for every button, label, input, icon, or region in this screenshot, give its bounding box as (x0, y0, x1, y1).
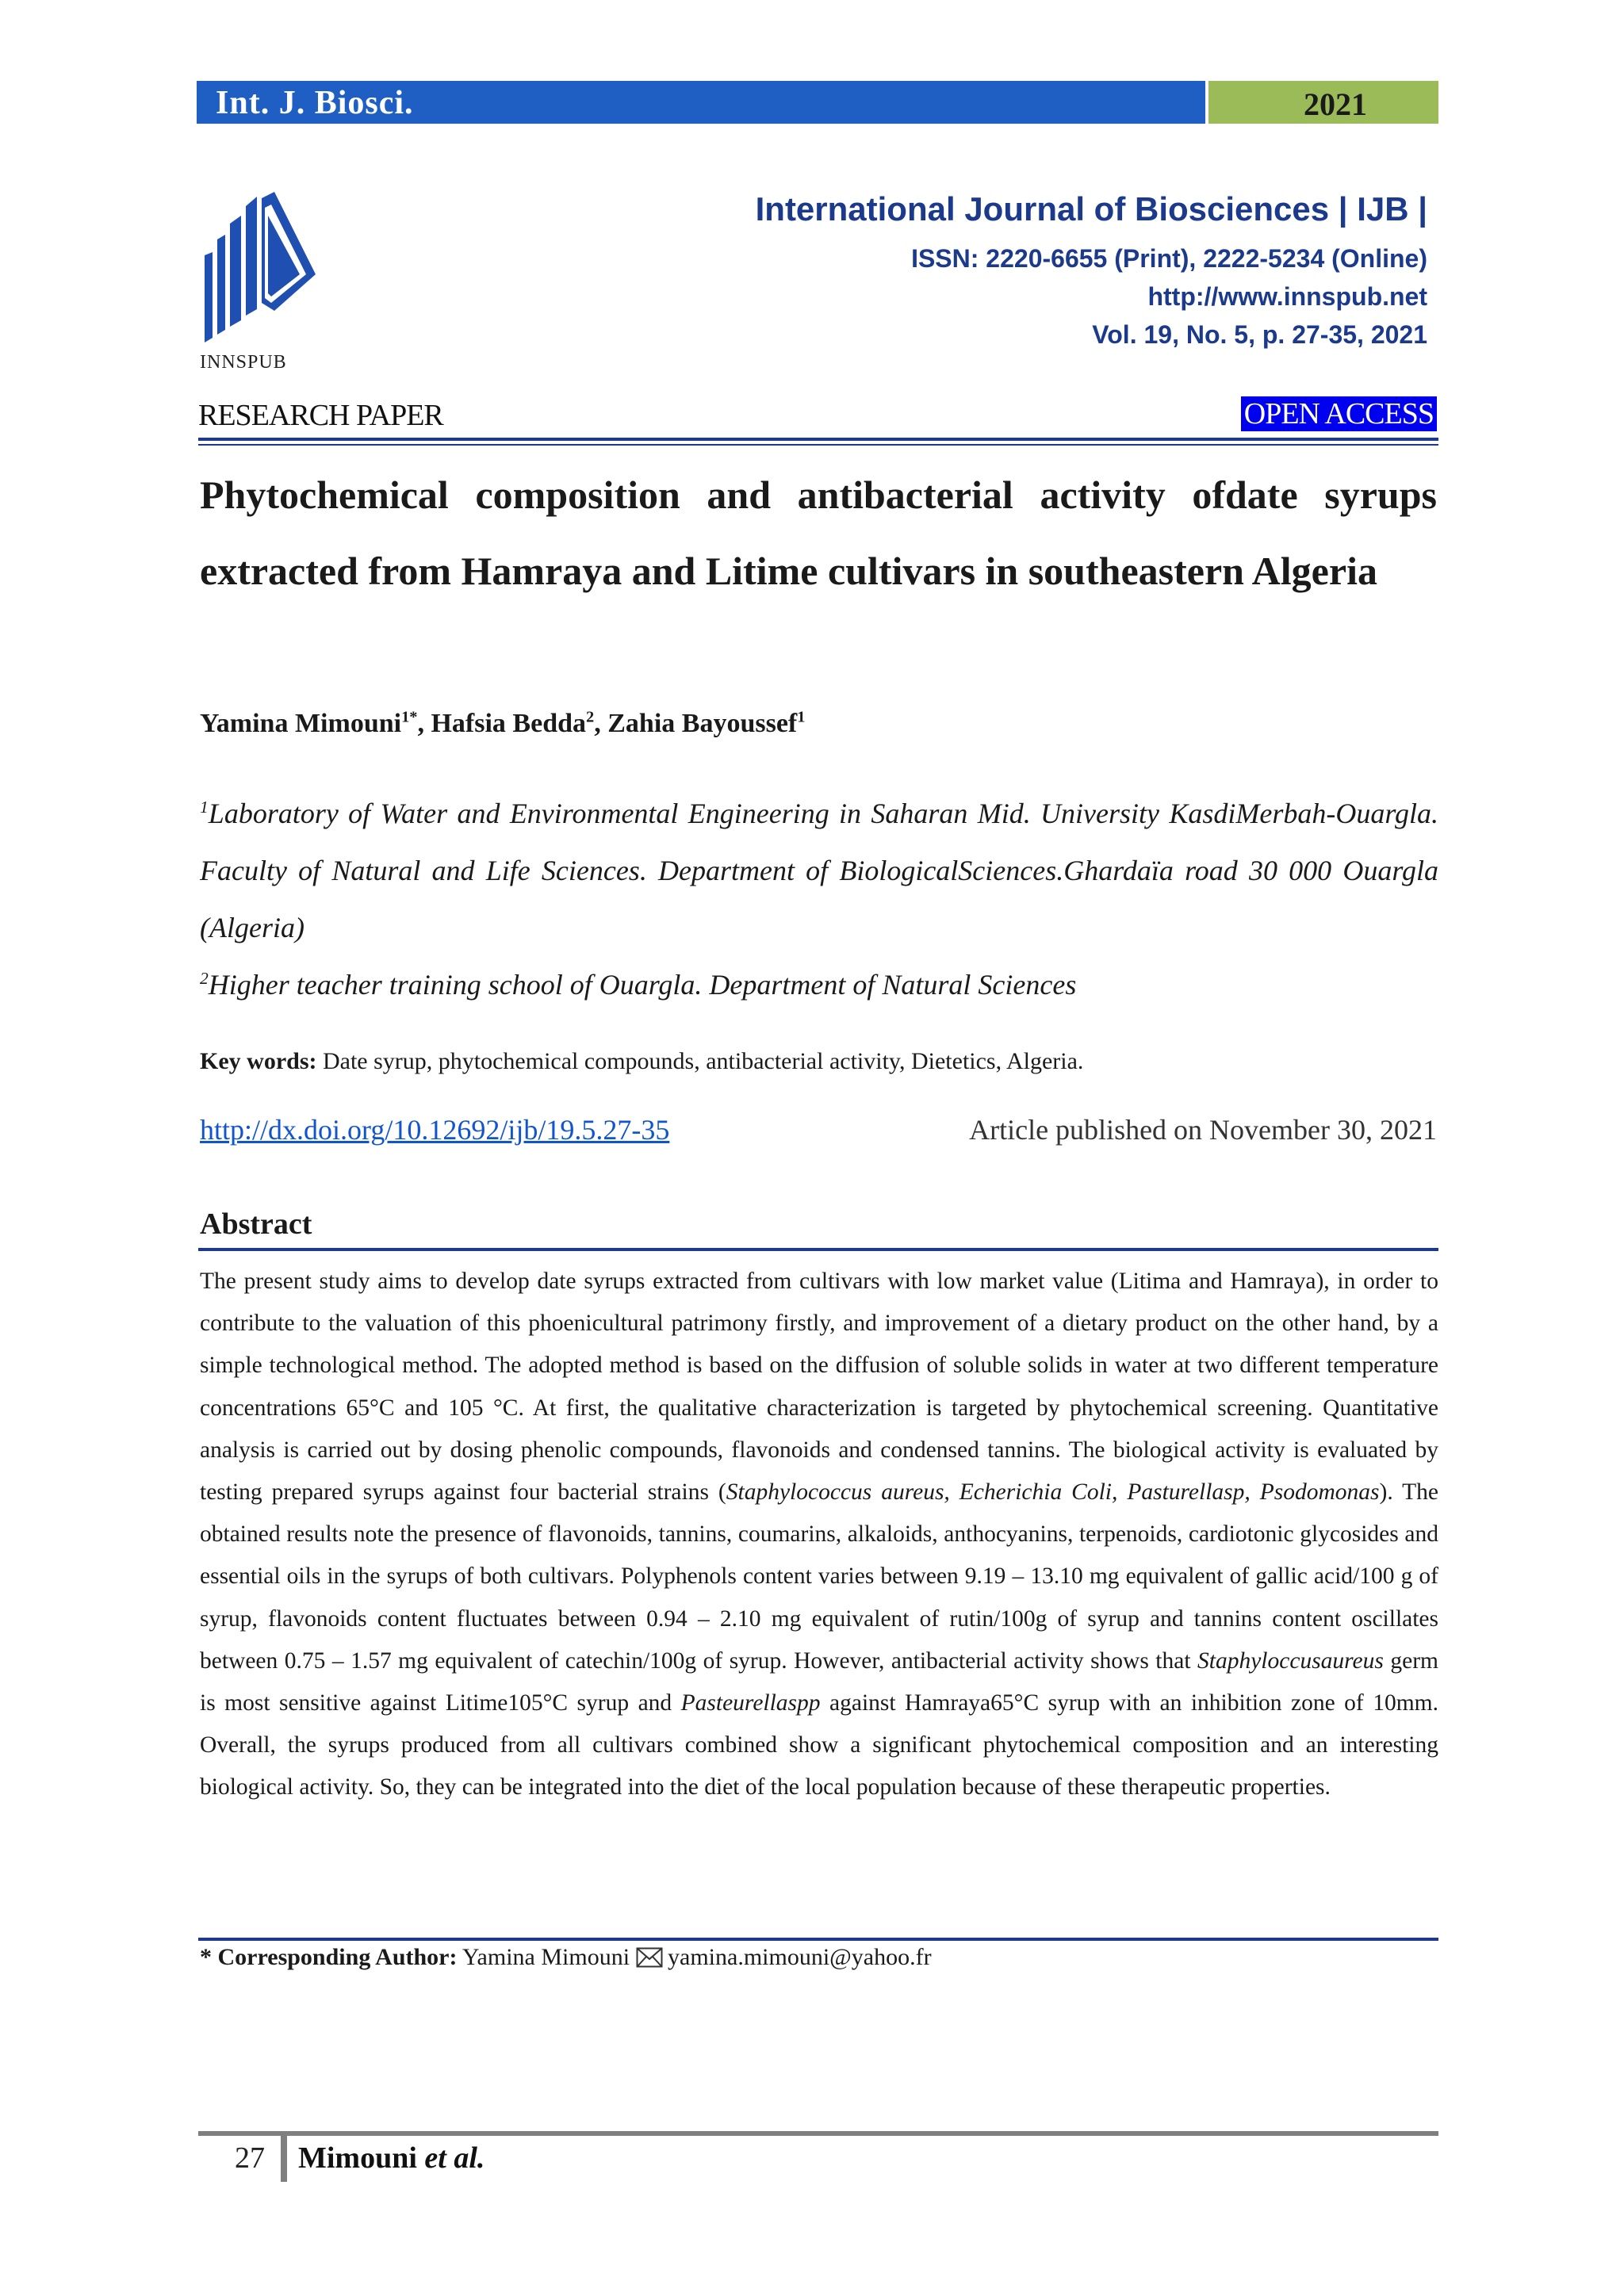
affiliations (200, 785, 1438, 1013)
abstract-divider-bottom (198, 1938, 1438, 1941)
affiliation: $^2$Higher teacher training school of Ouargla. Department of Natural Sciences (200, 969, 1077, 1001)
paper-title: Phytochemical composition and antibacterial activity ofdate syrups extracted from Hamraya and Litime cultivars in southeastern Algeria (200, 473, 1437, 593)
author-affiliation-mark: 2 (586, 708, 595, 726)
journal-url[interactable]: http://www.innspub.net (1147, 282, 1427, 311)
innspub-logo-icon (198, 192, 317, 350)
corresponding-label: * Corresponding Author: (200, 1944, 458, 1970)
open-access-badge: OPEN ACCESS (1241, 396, 1437, 431)
affiliation: $^1$Laboratory of Water and Environmental Engineering in Saharan Mid. University KasdiMerbah-Ouargla. Faculty of Natural and Life Sciences. Department of BiologicalSciences.Ghardaïa road 30 000 Ouargla (Algeria) (200, 798, 1438, 943)
author-list: Yamina Mimouni$^{1*}$, Hafsia Bedda$^2$, Zahia Bayoussef$^1$ (200, 708, 806, 738)
journal-issn: ISSN: 2220-6655 (Print), 2222-5234 (Online) (911, 244, 1427, 273)
bacterial-strains: Staphylococcus aureus, Echerichia Coli, Pasturellasp, Psodomonas (726, 1479, 1380, 1506)
footer-separator (281, 2136, 287, 2182)
corresponding-name: Yamina Mimouni (457, 1944, 630, 1970)
journal-year: 2021 (1304, 86, 1367, 122)
journal-volume: Vol. 19, No. 5, p. 27-35, 2021 (1092, 320, 1427, 349)
corresponding-author (200, 1944, 932, 1971)
keywords-label: Key words: (200, 1048, 317, 1074)
year-banner (1208, 81, 1438, 124)
header-divider (198, 438, 1438, 441)
publication-date: Article published on November 30, 2021 (969, 1114, 1437, 1146)
author-name: Yamina Mimouni (200, 709, 402, 738)
germ-name: Pasteurellaspp (680, 1690, 821, 1716)
paper-type: RESEARCH PAPER (198, 399, 443, 432)
abstract-body: The present study aims to develop date syrups extracted from cultivars with low market value (Litima and Hamraya), in order to contribute to the valuation of this phoenicultural patrimony firstly, and improvement of a dietary product on the other hand, by a simple technological method. The adopted method is based on the diffusion of soluble solids in water at two different temperature concentrations 65°C and 105 °C. At first, the qualitative characterization is targeted by phytochemical screening. Quantitative analysis is carried out by dosing phenolic compounds, flavonoids and condensed tannins. The biological activity is evaluated by testing prepared syrups against four bacterial strains (Staphylococcus aureus, Echerichia Coli, Pasturellasp, Psodomonas). The obtained results note the presence of flavonoids, tannins, coumarins, alkaloids, anthocyanins, terpenoids, cardiotonic glycosides and essential oils in the syrups of both cultivars. Polyphenols content varies between 9.19 – 13.10 mg equivalent of gallic acid/100 g of syrup, flavonoids content fluctuates between 0.94 – 2.10 mg equivalent of rutin/100g of syrup and tannins content oscillates between 0.75 – 1.57 mg equivalent of catechin/100g of syrup. However, antibacterial activity shows that Staphyloccusaureus germ is most sensitive against Litime105°C syrup and Pasteurellaspp against Hamraya65°C syrup with an inhibition zone of 10mm. Overall, the syrups produced from all cultivars combined show a significant phytochemical composition and an interesting biological activity. So, they can be integrated into the diet of the local population because of these therapeutic properties. (200, 1269, 1438, 1800)
envelope-icon (636, 1947, 663, 1968)
abstract-heading: Abstract (200, 1207, 312, 1241)
corresponding-email[interactable]: yamina.mimouni@yahoo.fr (668, 1944, 932, 1970)
footer-author: Mimouni et al. (298, 2141, 485, 2175)
footer-divider (198, 2131, 1438, 2136)
author-affiliation-mark: 1 (797, 708, 806, 726)
germ-name: Staphyloccusaureus (1197, 1647, 1384, 1674)
author-name: Zahia Bayoussef (607, 709, 798, 738)
keywords-text: Date syrup, phytochemical compounds, antibacterial activity, Dietetics, Algeria. (316, 1048, 1084, 1074)
header-divider-thin (198, 444, 1438, 446)
journal-short-name: Int. J. Biosci. (216, 85, 414, 121)
author-name: Hafsia Bedda (431, 709, 587, 738)
logo-text: INNSPUB (200, 352, 287, 373)
journal-banner (197, 81, 1205, 124)
keywords (200, 1048, 1083, 1075)
journal-name: International Journal of Biosciences | IJB | (755, 190, 1427, 228)
author-affiliation-mark: 1* (401, 708, 418, 726)
page-number: 27 (235, 2141, 265, 2175)
doi-link[interactable]: http://dx.doi.org/10.12692/ijb/19.5.27-35 (200, 1114, 670, 1146)
abstract-divider-top (198, 1248, 1438, 1251)
